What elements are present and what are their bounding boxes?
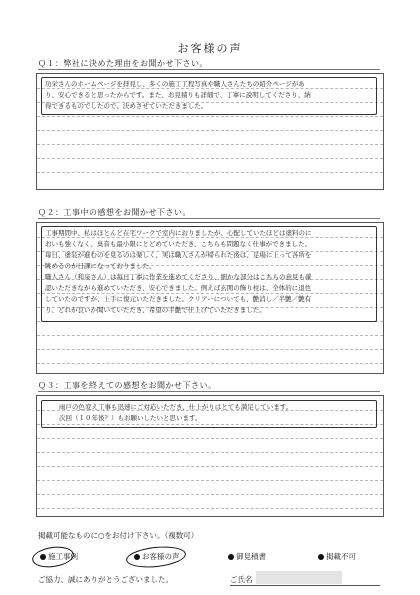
ruled-line — [37, 349, 383, 350]
answer-line: していたのですが、上手に復元いただきました。クリアーについても、艶消し／半艶／艶有 — [45, 295, 312, 303]
answer-line: 認いただきながら進めていただき、安心できました。例えば玄関の飾り柱は、全体的に退色 — [45, 284, 312, 292]
name-underline — [230, 585, 380, 586]
ruled-line — [37, 508, 383, 509]
answer-line: 雨戸の色変え工事も迅速にご対応いただき、仕上がりはとても満足しています。 — [59, 403, 293, 411]
answer-line: 次回（１０年後？）もお願いしたいと思います。 — [59, 414, 202, 422]
ruled-line — [37, 452, 383, 453]
q3-label: Ｑ３：工事を終えての感想をお聞かせ下さい。 — [38, 381, 217, 390]
thanks-text: ご協力、誠にありがとうございました。 — [38, 575, 173, 584]
answer-line: 工事期間中、私はほとんど在宅ワークで室内におりましたが、心配していたほどは塗料のに — [45, 229, 312, 237]
q2-label: Ｑ２：工事中の感想をお聞かせ下さい。 — [38, 208, 191, 217]
ruled-line — [37, 158, 383, 159]
redacted-name — [256, 571, 342, 584]
name-label: ご氏名 — [230, 575, 253, 584]
q1-rule — [38, 69, 380, 70]
answer-line: 職人さん（和泉さん）は毎日丁寧に作業を進めてくださり、細かな部分はこちらの意見も確 — [45, 273, 312, 281]
answer-line: 毎日、塗装が進むのを見るのは楽しく、実は職人さんが帰られた後は、足場に上って各所を — [45, 251, 312, 259]
ruled-line — [37, 144, 383, 145]
ruled-line — [37, 494, 383, 495]
consent-instruction: 掲載可能なものに○をお付け下さい。（複数可） — [38, 531, 199, 540]
handwritten-circle-mark — [125, 544, 187, 570]
q1-answer — [45, 79, 311, 112]
ruled-line — [37, 438, 383, 439]
answer-line: り、安心できると思ったからです。また、お見積りも詳細で、丁寧に説明してくださり、納 — [45, 91, 311, 99]
q3-answer — [59, 402, 292, 424]
option-label: 掲載不可 — [326, 552, 356, 561]
ruled-line — [37, 480, 383, 481]
q3-rule — [38, 391, 380, 392]
answer-line: 得できるものでしたので、決めさせていただきました。 — [45, 102, 208, 110]
option-label: 施工事例 — [48, 552, 78, 561]
answer-line: り、どれが良いか聞いていただき、希望の半艶で仕上げていただきました。 — [45, 306, 266, 314]
bullet-icon — [318, 554, 324, 560]
q2-answer-box — [36, 222, 384, 374]
ruled-line — [37, 172, 383, 173]
q2-rule — [38, 218, 380, 219]
name-field[interactable] — [230, 571, 380, 585]
q2-answer — [45, 228, 312, 316]
ruled-line — [37, 335, 383, 336]
q1-answer-box — [36, 73, 384, 190]
ruled-line — [37, 116, 383, 117]
q1-label: Ｑ１：弊社に決めた理由をお聞かせ下さい。 — [38, 59, 208, 68]
bullet-icon — [228, 554, 234, 560]
answer-line: 眺めるのが日課になっておりました。 — [45, 262, 156, 270]
consent-options — [32, 551, 392, 565]
option-label: お客様の声 — [142, 552, 180, 561]
answer-line: おいも強くなく、臭音も最小限にとどめていただき、こちらも問題なく仕事ができました。 — [45, 240, 312, 248]
page-title: お客様の声 — [177, 42, 243, 55]
ruled-line — [37, 130, 383, 131]
answer-line: 功栄さんのホームページを拝見し、多くの施工工程写真や職人さんたちの紹介ページがあ — [45, 80, 305, 88]
option-no-publish[interactable] — [318, 551, 356, 562]
ruled-line — [37, 466, 383, 467]
q3-answer-box — [36, 395, 384, 517]
handwritten-circle-mark — [31, 544, 75, 570]
ruled-line — [37, 363, 383, 364]
option-estimate[interactable] — [228, 551, 266, 562]
option-label: 御見積書 — [236, 552, 266, 561]
